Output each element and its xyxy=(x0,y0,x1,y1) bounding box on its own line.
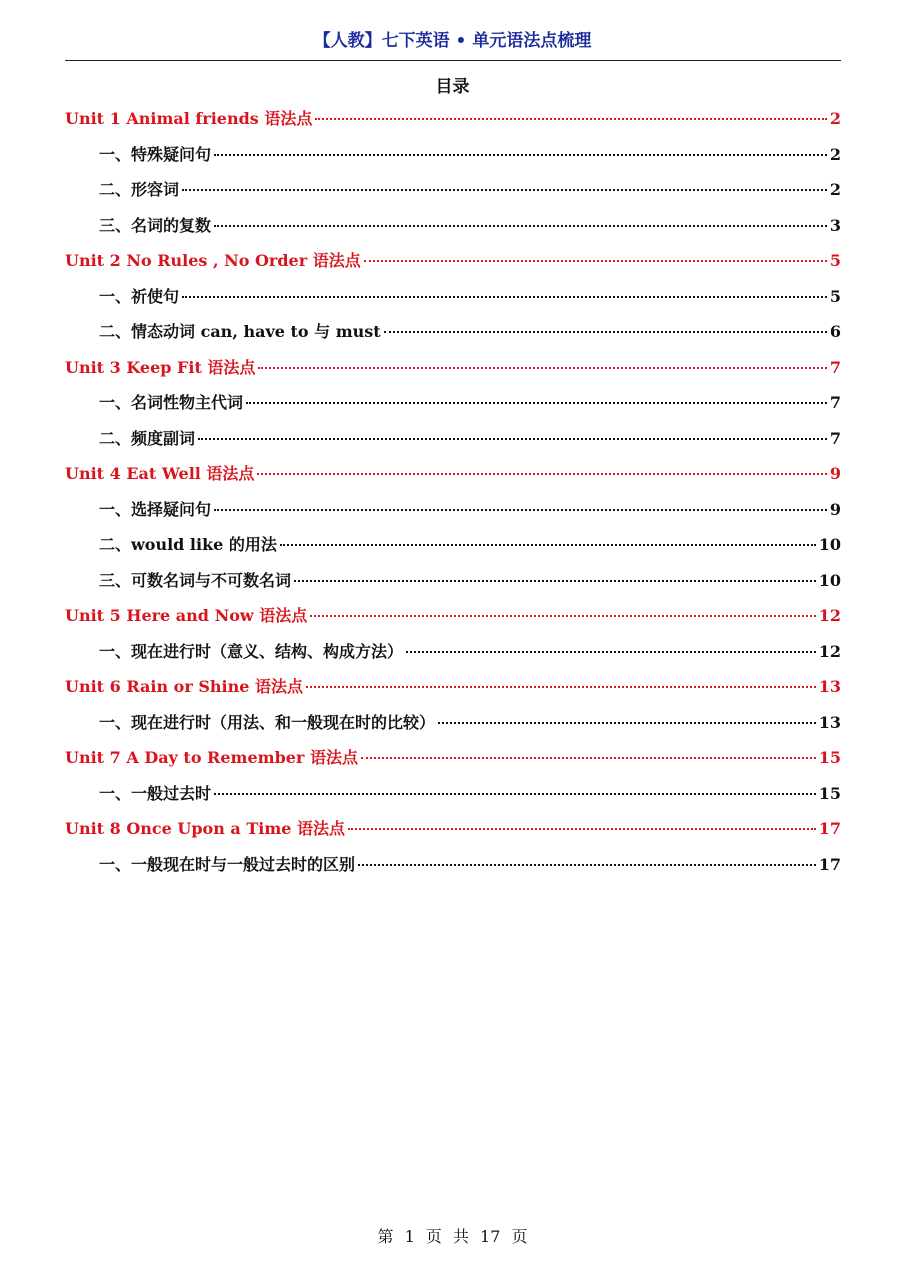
toc-page-number: 15 xyxy=(818,748,841,767)
toc-page-number: 5 xyxy=(829,286,841,306)
toc-page-number: 9 xyxy=(829,499,841,519)
toc-page-number: 2 xyxy=(829,109,841,128)
toc-dot-leader xyxy=(406,651,816,653)
toc-dot-leader xyxy=(310,615,816,617)
toc-unit-entry[interactable] xyxy=(65,598,841,634)
toc-sub-entry[interactable] xyxy=(65,776,841,812)
toc-dot-leader xyxy=(246,402,827,404)
toc-unit-entry[interactable] xyxy=(65,740,841,776)
toc-sub-entry[interactable] xyxy=(65,314,841,350)
toc-dot-leader xyxy=(306,686,816,688)
toc-dot-leader xyxy=(358,864,816,866)
toc-dot-leader xyxy=(280,544,816,546)
toc-page-number: 12 xyxy=(818,641,841,661)
toc-dot-leader xyxy=(361,757,816,759)
toc-sub-entry[interactable] xyxy=(65,847,841,883)
toc-unit-entry[interactable] xyxy=(65,669,841,705)
toc-sub-entry[interactable] xyxy=(65,492,841,528)
toc-page-number: 12 xyxy=(818,606,841,625)
toc-sub-entry[interactable] xyxy=(65,634,841,670)
toc-sub-entry[interactable] xyxy=(65,527,841,563)
page-header: 【人教】七下英语 • 单元语法点梳理 xyxy=(313,31,592,51)
toc-dot-leader xyxy=(182,189,827,191)
toc-entry-label: 一、选择疑问句 xyxy=(99,499,212,519)
toc-dot-leader xyxy=(315,118,826,120)
toc-entry-label: 二、形容词 xyxy=(99,180,180,199)
toc-sub-entry[interactable] xyxy=(65,421,841,457)
header-divider xyxy=(65,60,841,61)
toc-dot-leader xyxy=(294,580,816,582)
toc-sub-entry[interactable] xyxy=(65,172,841,208)
toc-page-number: 10 xyxy=(818,570,841,590)
toc-page-number: 13 xyxy=(818,677,841,696)
toc-page-number: 17 xyxy=(818,819,841,838)
toc-page-number: 7 xyxy=(829,428,841,448)
toc-entry-label: 二、频度副词 xyxy=(99,428,196,448)
toc-entry-label: Unit 7 A Day to Remember 语法点 xyxy=(65,748,358,767)
toc-page-number: 9 xyxy=(829,464,841,483)
toc-sub-entry[interactable] xyxy=(65,385,841,421)
toc-entry-label: 二、情态动词 can, have to 与 must xyxy=(99,322,381,341)
toc-page-number: 7 xyxy=(829,357,841,377)
toc-title: 目录 xyxy=(435,77,470,97)
toc-sub-entry[interactable] xyxy=(65,705,841,741)
toc-page-number: 17 xyxy=(818,854,841,874)
toc-entry-label: Unit 8 Once Upon a Time 语法点 xyxy=(65,819,346,838)
toc-entry-label: 一、祈使句 xyxy=(99,286,180,306)
toc-entry-label: 一、一般过去时 xyxy=(99,783,212,803)
toc-dot-leader xyxy=(364,260,827,262)
toc-sub-entry[interactable] xyxy=(65,208,841,244)
toc-entry-label: Unit 3 Keep Fit 语法点 xyxy=(65,357,256,377)
toc-entry-label: 一、名词性物主代词 xyxy=(99,393,244,412)
toc-page-number: 15 xyxy=(818,783,841,803)
toc-page-number: 5 xyxy=(829,251,841,270)
toc-dot-leader xyxy=(182,296,827,298)
toc-dot-leader xyxy=(257,473,826,475)
toc-entry-label: 三、名词的复数 xyxy=(99,215,212,235)
toc-entry-label: Unit 1 Animal friends 语法点 xyxy=(65,109,313,128)
toc-page-number: 3 xyxy=(829,215,841,235)
toc-unit-entry[interactable] xyxy=(65,350,841,386)
toc-unit-entry[interactable] xyxy=(65,243,841,279)
toc-entry-label: 三、可数名词与不可数名词 xyxy=(99,570,292,590)
toc-dot-leader xyxy=(198,438,827,440)
toc-entry-label: 一、一般现在时与一般过去时的区别 xyxy=(99,854,356,874)
toc-page-number: 13 xyxy=(818,712,841,732)
page-footer: 第 1 页 共 17 页 xyxy=(377,1227,528,1246)
toc-entry-label: 二、would like 的用法 xyxy=(99,535,277,554)
toc-sub-entry[interactable] xyxy=(65,563,841,599)
toc-page-number: 2 xyxy=(829,144,841,164)
toc-sub-entry[interactable] xyxy=(65,137,841,173)
toc-entry-label: Unit 4 Eat Well 语法点 xyxy=(65,464,255,483)
toc-page-number: 2 xyxy=(829,180,841,199)
toc-entry-label: 一、现在进行时（意义、结构、构成方法） xyxy=(99,641,404,661)
toc-dot-leader xyxy=(384,331,827,333)
table-of-contents xyxy=(65,101,841,882)
toc-page-number: 7 xyxy=(829,393,841,412)
toc-entry-label: Unit 6 Rain or Shine 语法点 xyxy=(65,677,303,696)
toc-unit-entry[interactable] xyxy=(65,811,841,847)
toc-dot-leader xyxy=(348,828,816,830)
toc-dot-leader xyxy=(214,154,827,156)
toc-unit-entry[interactable] xyxy=(65,101,841,137)
toc-entry-label: Unit 2 No Rules , No Order 语法点 xyxy=(65,251,361,270)
toc-dot-leader xyxy=(214,793,816,795)
toc-sub-entry[interactable] xyxy=(65,279,841,315)
toc-dot-leader xyxy=(214,509,827,511)
toc-page-number: 6 xyxy=(829,322,841,341)
toc-dot-leader xyxy=(438,722,816,724)
toc-entry-label: 一、特殊疑问句 xyxy=(99,144,212,164)
toc-unit-entry[interactable] xyxy=(65,456,841,492)
toc-entry-label: Unit 5 Here and Now 语法点 xyxy=(65,606,308,625)
toc-dot-leader xyxy=(258,367,826,369)
toc-entry-label: 一、现在进行时（用法、和一般现在时的比较） xyxy=(99,712,436,732)
toc-page-number: 10 xyxy=(818,535,841,554)
toc-dot-leader xyxy=(214,225,827,227)
